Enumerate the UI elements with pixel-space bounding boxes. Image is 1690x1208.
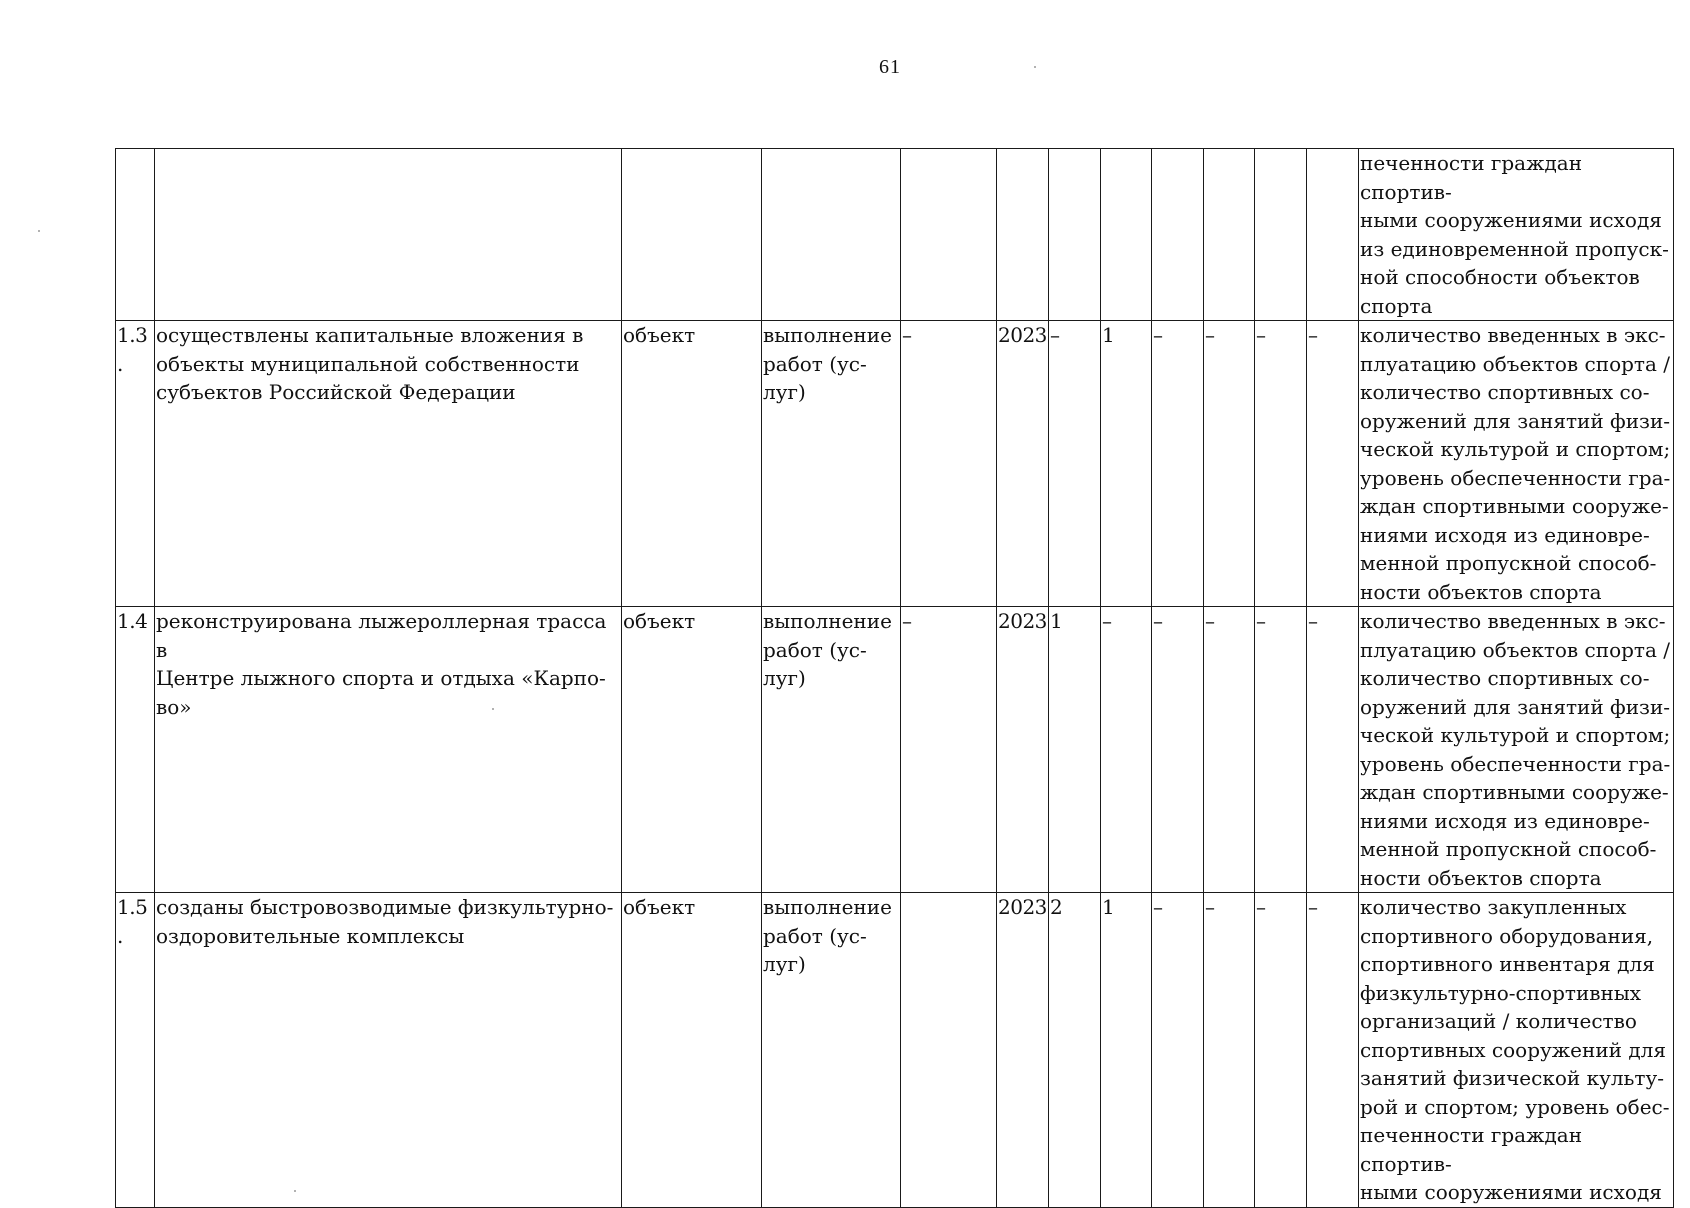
value-cell: 2 [1049,893,1101,1208]
value-cell [1307,149,1359,321]
value-cell: – [1307,893,1359,1208]
value-cell: 1 [1101,893,1152,1208]
table-row [116,321,1674,607]
value-cell [1049,149,1101,321]
value-cell: – [1204,893,1255,1208]
base-value-cell [901,893,997,1208]
year-cell: 2023 [997,893,1049,1208]
base-value-cell [901,149,997,321]
type-cell: выполнение работ (ус- луг) [762,321,901,607]
result-name: созданы быстровозводимые физкультурно- оздоровительные комплексы [155,893,622,1208]
row-number: 1.3. [116,321,155,607]
scan-artifact-dot [294,1190,296,1192]
base-value-cell: – [901,607,997,893]
value-cell: – [1204,321,1255,607]
unit-cell: объект [622,893,762,1208]
table-row [116,893,1674,1208]
value-cell: – [1255,893,1307,1208]
indicator-cell: количество закупленных спортивного оборудования, спортивного инвентаря для физкультурно-спортивных организаций / количество спортивных сооружений для занятий физической культу- рой и спортом; уровень обес- печенности граждан спортив- ными сооружениями исходя [1359,893,1674,1208]
page-number: 61 [879,56,901,78]
indicator-cell: количество введенных в экс- плуатацию объектов спорта / количество спортивных со- оружений для занятий физи- ческой культурой и спортом; уровень обеспеченности гра- ждан спортивными сооруже- ниями исходя из единовре- менной пропускной способ- ности объектов спорта [1359,321,1674,607]
value-cell [1204,149,1255,321]
indicator-cell: печенности граждан спортив- ными сооружениями исходя из единовременной пропуск- ной способности объектов спорта [1359,149,1674,321]
result-name: осуществлены капитальные вложения в объекты муниципальной собственности субъектов Российской Федерации [155,321,622,607]
value-cell: – [1255,607,1307,893]
table-row [116,149,1674,321]
table-row [116,607,1674,893]
result-name [155,149,622,321]
year-cell: 2023 [997,321,1049,607]
row-number: 1.4 [116,607,155,893]
value-cell [1255,149,1307,321]
scan-artifact-dot [1034,66,1036,68]
type-cell: выполнение работ (ус- луг) [762,607,901,893]
indicator-cell: количество введенных в экс- плуатацию объектов спорта / количество спортивных со- оружений для занятий физи- ческой культурой и спортом; уровень обеспеченности гра- ждан спортивными сооруже- ниями исходя из единовре- менной пропускной способ- ности объектов спорта [1359,607,1674,893]
year-cell: 2023 [997,607,1049,893]
type-cell: выполнение работ (ус- луг) [762,893,901,1208]
value-cell: – [1152,321,1204,607]
base-value-cell: – [901,321,997,607]
unit-cell: объект [622,321,762,607]
results-table [115,148,1674,1208]
unit-cell: объект [622,607,762,893]
row-number: 1.5. [116,893,155,1208]
value-cell [1101,149,1152,321]
value-cell: – [1307,607,1359,893]
unit-cell [622,149,762,321]
value-cell: – [1049,321,1101,607]
value-cell: – [1152,893,1204,1208]
value-cell: – [1152,607,1204,893]
value-cell: 1 [1101,321,1152,607]
value-cell: 1 [1049,607,1101,893]
scan-artifact-dot [492,708,494,710]
year-cell [997,149,1049,321]
value-cell: – [1204,607,1255,893]
result-name: реконструирована лыжероллерная трасса в Центре лыжного спорта и отдыха «Карпо- во» [155,607,622,893]
scan-artifact-dot [38,230,40,232]
value-cell: – [1307,321,1359,607]
value-cell: – [1255,321,1307,607]
value-cell [1152,149,1204,321]
value-cell: – [1101,607,1152,893]
row-number [116,149,155,321]
type-cell [762,149,901,321]
